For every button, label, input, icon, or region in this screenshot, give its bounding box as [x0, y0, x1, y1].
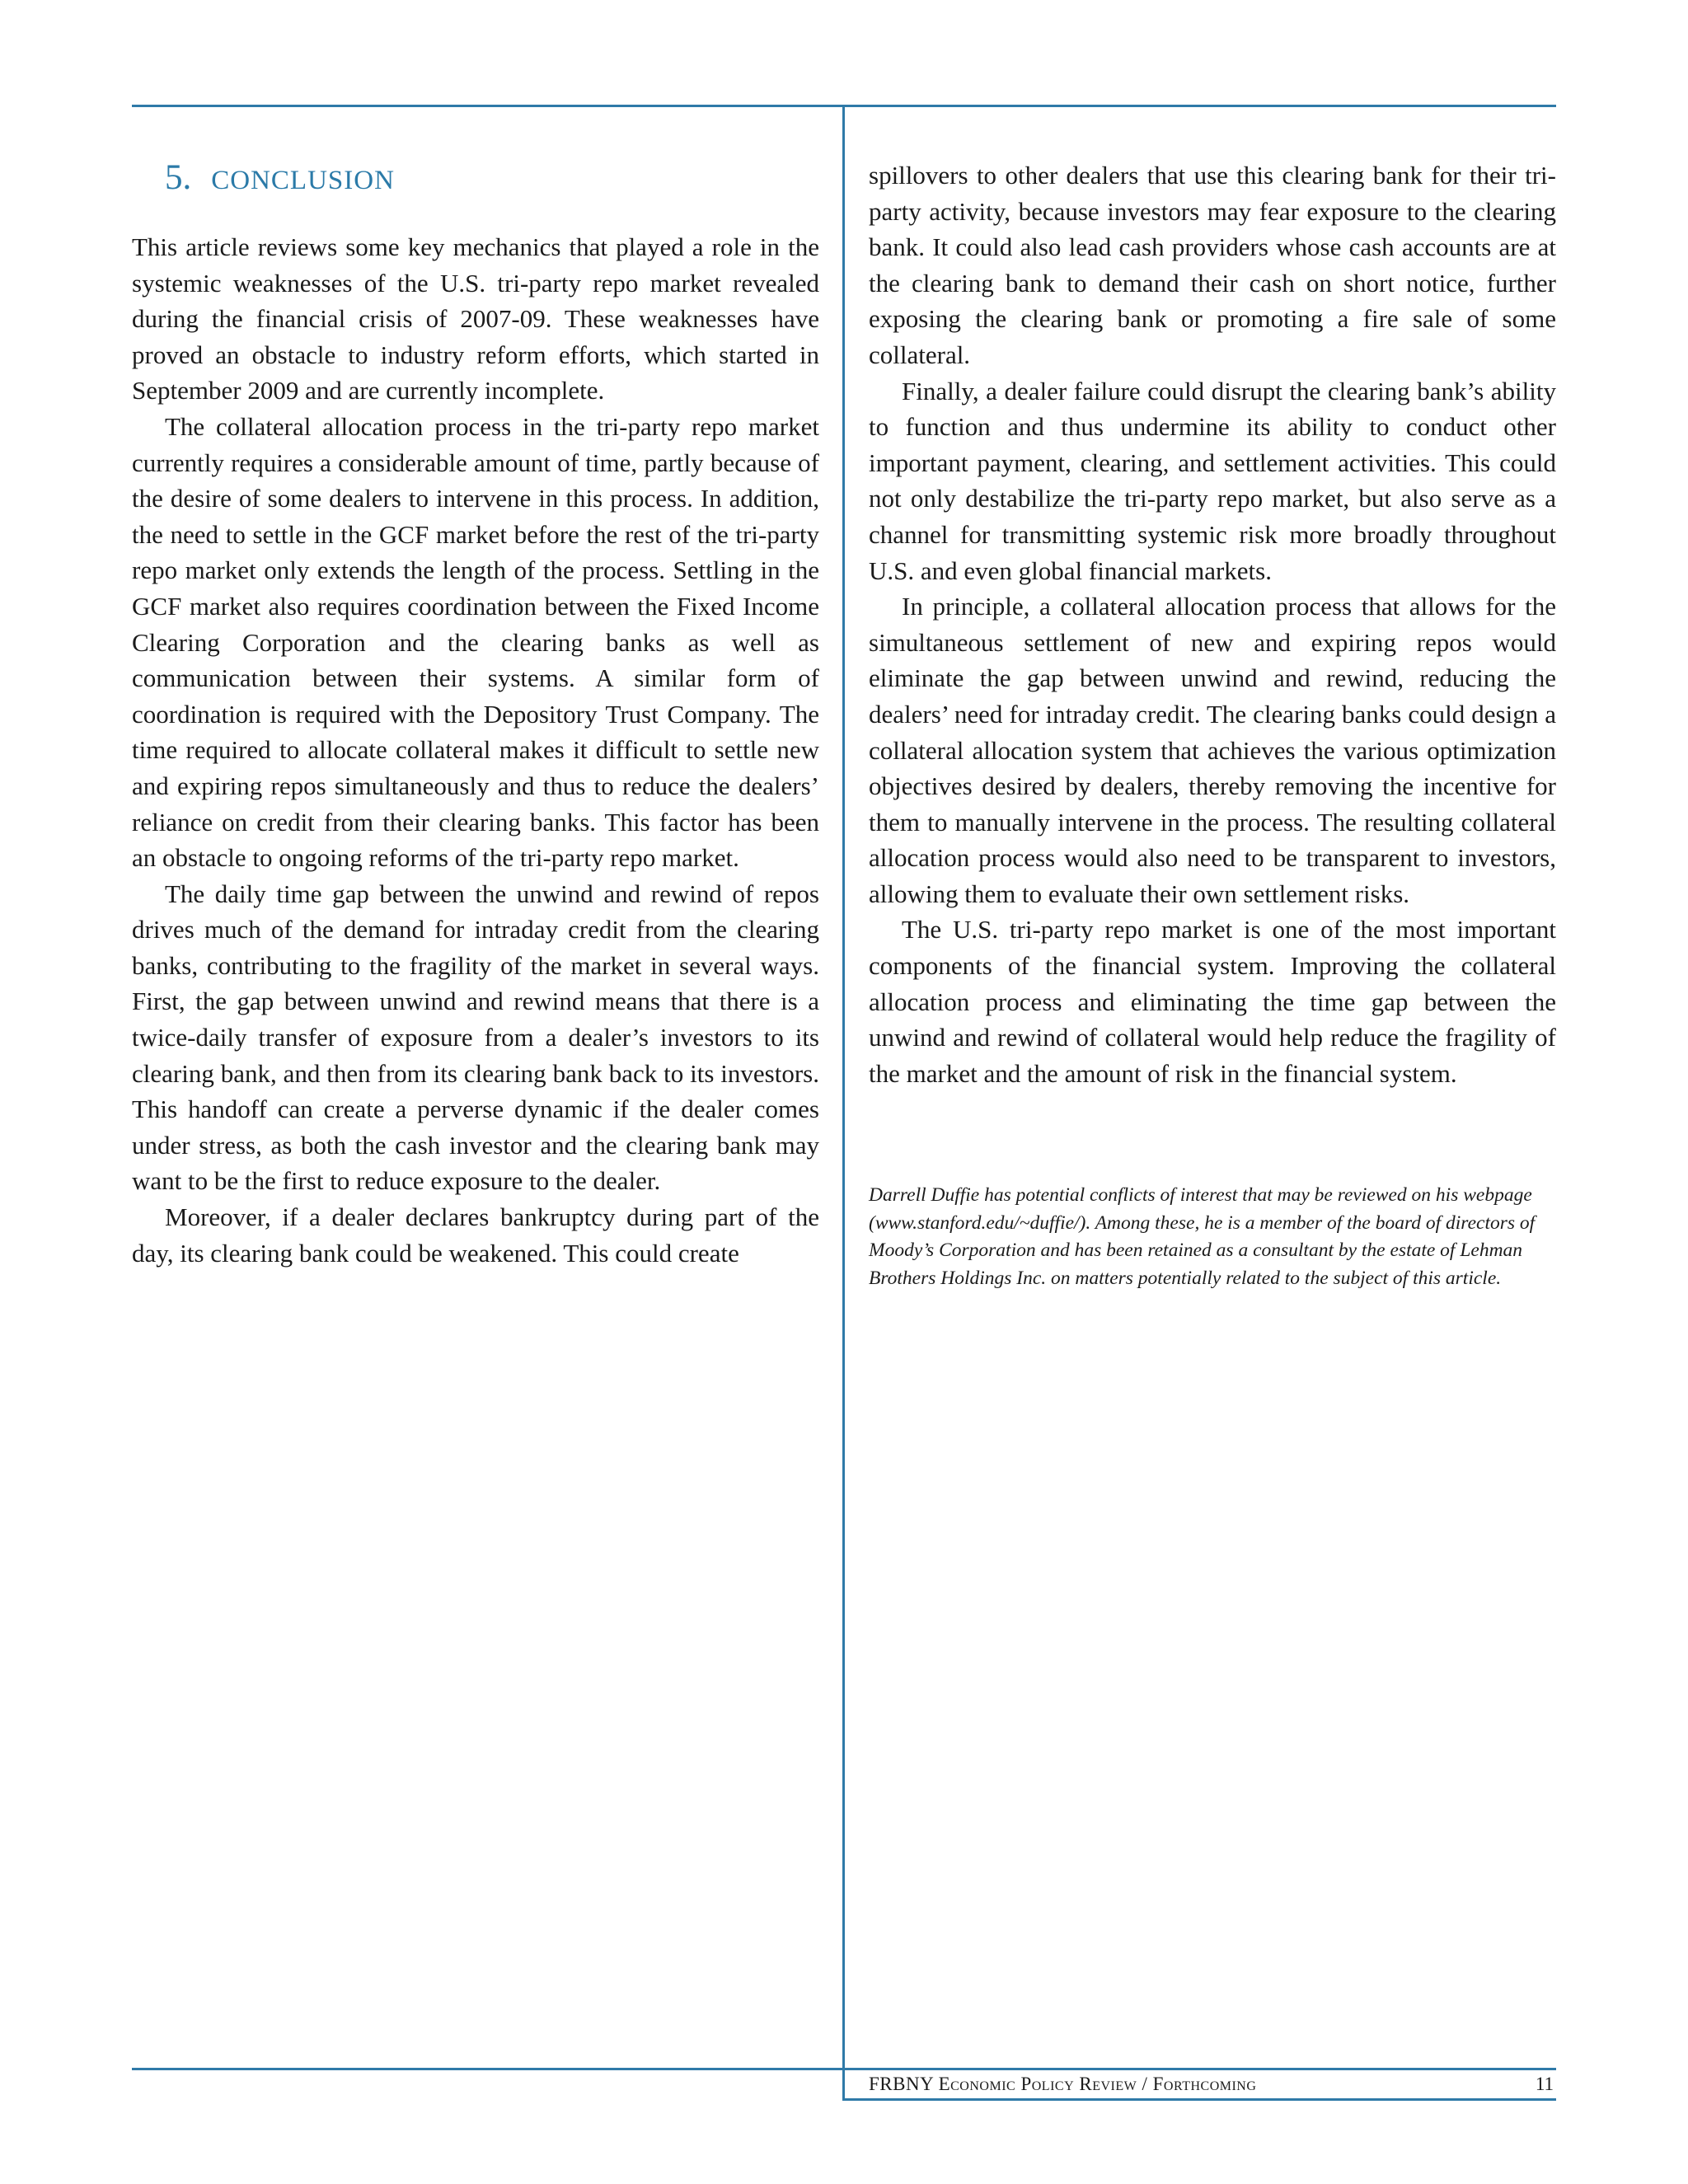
paragraph: The U.S. tri-party repo market is one of the most important components of the financial system. Improving the collateral allocation process and eliminating the time gap between the unwind and rewind of collateral would help reduce the fragility of the market and the amount of risk in the financial system. [869, 915, 1556, 1088]
author-disclosure: Darrell Duffie has potential conflicts of interest that may be reviewed on his webpage (www.stanford.edu/~duffie/). Among these, he is a member of the board of directors of Moody’s Corporation and has been retained as a consultant by the estate of Lehman Brothers Holdings Inc. on matters potentially related to the subject of this article. [869, 1184, 1536, 1289]
paragraph: In principle, a collateral allocation process that allows for the simultaneous settlement of new and expiring repos would eliminate the gap between unwind and rewind, reducing the dealers’ need for intraday credit. The clearing banks could design a collateral allocation system that achieves the various optimization objectives desired by dealers, thereby removing the incentive for them to manually intervene in the process. The resulting collateral allocation process would also need to be transparent to investors, allowing them to evaluate their own settlement risks. [869, 592, 1556, 908]
section-title: CONCLUSION [211, 166, 395, 195]
column-divider [842, 105, 845, 2101]
footer-underline [842, 2098, 1556, 2101]
right-column [869, 157, 1556, 1091]
left-column [132, 229, 819, 1271]
paragraph: The daily time gap between the unwind and rewind of repos drives much of the demand for intraday credit from the clearing banks, contributing to the fragility of the market in several ways. First, the gap between unwind and rewind means that there is a twice-daily transfer of exposure from a dealer’s investors to its clearing bank, and then from its clearing bank back to its investors. This handoff can create a perverse dynamic if the dealer comes under stress, as both the cash investor and the clearing bank may want to be the first to reduce exposure to the dealer. [132, 879, 819, 1196]
section-number: 5. [165, 158, 192, 197]
paragraph: spillovers to other dealers that use this clearing bank for their tri-party activity, because investors may fear exposure to the clearing bank. It could also lead cash providers whose cash accounts are at the clearing bank to demand their cash on short notice, further exposing the clearing bank or promoting a fire sale of some collateral. [869, 161, 1556, 369]
paragraph: This article reviews some key mechanics that played a role in the systemic weaknesses of the U.S. tri-party repo market revealed during the financial crisis of 2007-09. These weaknesses have proved an obstacle to industry reform efforts, which started in September 2009 and are currently incomplete. [132, 232, 819, 405]
paragraph: Moreover, if a dealer declares bankruptcy during part of the day, its clearing bank could be weakened. This could create [132, 1202, 819, 1268]
paragraph: The collateral allocation process in the tri-party repo market currently requires a considerable amount of time, partly because of the desire of some dealers to intervene in this process. In addition, the need to settle in the GCF market before the rest of the tri-party repo market only extends the length of the process. Settling in the GCF market also requires coordination between the Fixed Income Clearing Corporation and the clearing banks as well as communication between their systems. A similar form of coordination is required with the Depository Trust Company. The time required to allocate collateral makes it difficult to settle new and expiring repos simultaneously and thus to reduce the dealers’ reliance on credit from their clearing banks. This factor has been an obstacle to ongoing reforms of the tri-party repo market. [132, 411, 819, 873]
bottom-rule-right [842, 2068, 1556, 2070]
journal-footer: FRBNY Economic Policy Review / Forthcoming [869, 2074, 1257, 2094]
paragraph: Finally, a dealer failure could disrupt the clearing bank’s ability to function and thus undermine its ability to conduct other important payment, clearing, and settlement activities. This could not only destabilize the tri-party repo market, but also serve as a channel for transmitting systemic risk more broadly throughout U.S. and even global financial markets. [869, 376, 1556, 585]
section-heading [165, 155, 395, 204]
page-number: 11 [1535, 2074, 1554, 2094]
bottom-rule-left [132, 2068, 844, 2070]
